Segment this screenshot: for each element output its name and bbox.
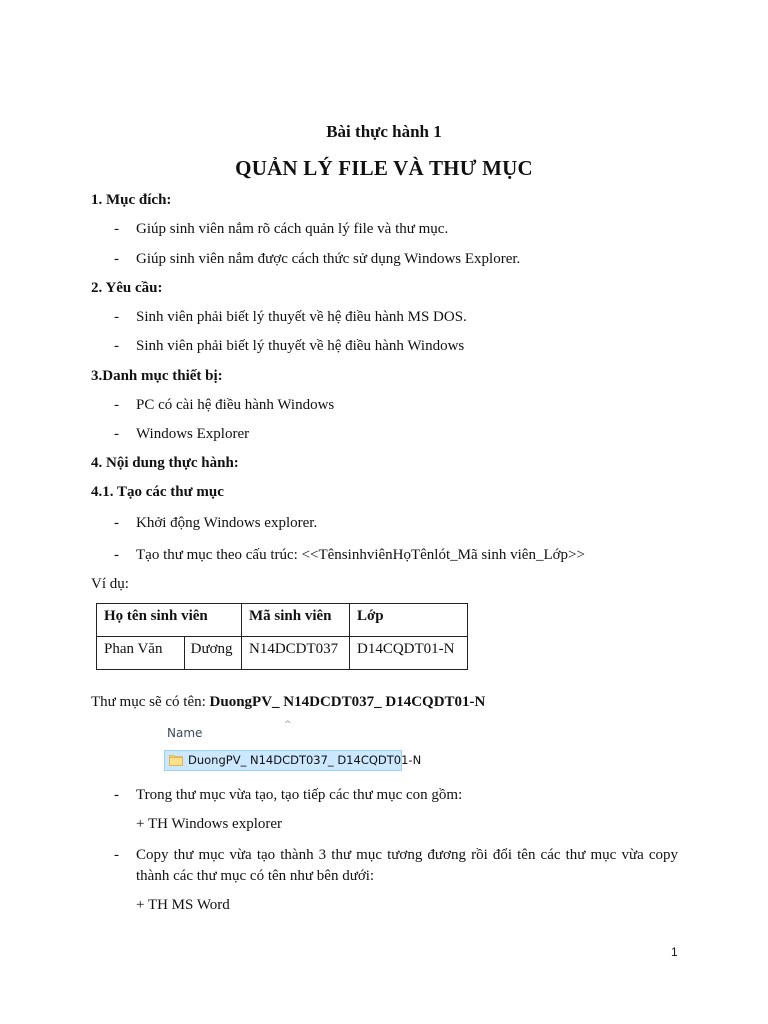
list-item: PC có cài hệ điều hành Windows — [136, 397, 335, 413]
folder-name-line — [91, 693, 485, 711]
table-cell: Phan Văn — [97, 637, 185, 670]
document-title: QUẢN LÝ FILE VÀ THƯ MỤC — [235, 156, 533, 180]
list-item: Copy thư mục vừa tạo thành 3 thư mục tương đương rồi đổi tên các thư mục vừa copy — [136, 847, 678, 863]
section-heading-noi-dung: 4. Nội dung thực hành: — [91, 455, 239, 471]
explorer-screenshot — [158, 718, 422, 778]
student-info-table — [96, 603, 468, 670]
page-number: 1 — [671, 945, 678, 959]
folder-icon — [169, 754, 183, 766]
explorer-folder-row[interactable] — [164, 750, 422, 771]
bullet-dash: - — [114, 847, 119, 863]
bullet-dash: - — [114, 221, 119, 237]
bullet-dash: - — [114, 397, 119, 413]
bullet-dash: - — [114, 515, 119, 531]
sub-heading-tao-thu-muc: 4.1. Tạo các thư mục — [91, 484, 224, 500]
list-item: Sinh viên phải biết lý thuyết về hệ điều hành MS DOS. — [136, 309, 467, 325]
table-cell: D14CQDT01-N — [350, 637, 468, 670]
bullet-dash: - — [114, 547, 119, 563]
section-heading-muc-dich: 1. Mục đích: — [91, 192, 172, 208]
explorer-folder-label: DuongPV_ N14DCDT037_ D14CQDT01-N — [188, 753, 422, 767]
table-cell: N14DCDT037 — [242, 637, 350, 670]
table-cell: Dương — [184, 637, 241, 670]
bullet-dash: - — [114, 338, 119, 354]
list-item: Tạo thư mục theo cấu trúc: <<TênsinhviênHọTênlót_Mã sinh viên_Lớp>> — [136, 547, 585, 563]
list-item: Khởi động Windows explorer. — [136, 515, 318, 531]
explorer-column-header-name[interactable]: Name — [167, 726, 203, 740]
bullet-dash: - — [114, 426, 119, 442]
sort-indicator-icon: ^ — [284, 720, 292, 730]
bullet-dash: - — [114, 251, 119, 267]
bullet-dash: - — [114, 787, 119, 803]
document-subtitle: Bài thực hành 1 — [326, 122, 442, 141]
list-item-continuation: thành các thư mục có tên như bên dưới: — [136, 868, 375, 884]
folder-name-value: DuongPV_ N14DCDT037_ D14CQDT01-N — [209, 694, 486, 710]
list-item: Sinh viên phải biết lý thuyết về hệ điều hành Windows — [136, 338, 465, 354]
section-heading-yeu-cau: 2. Yêu cầu: — [91, 280, 163, 296]
table-header-row — [97, 604, 468, 637]
list-item: Trong thư mục vừa tạo, tạo tiếp các thư mục con gồm: — [136, 787, 463, 803]
list-item: Windows Explorer — [136, 426, 250, 442]
bullet-dash: - — [114, 309, 119, 325]
section-heading-danh-muc: 3.Danh mục thiết bị: — [91, 368, 223, 384]
table-header-cell: Lớp — [350, 604, 468, 637]
table-header-cell: Mã sinh viên — [242, 604, 350, 637]
table-header-cell: Họ tên sinh viên — [97, 604, 242, 637]
table-row — [97, 637, 468, 670]
list-subitem: + TH MS Word — [136, 897, 230, 913]
list-item: Giúp sinh viên nắm được cách thức sử dụng Windows Explorer. — [136, 251, 521, 267]
example-label: Ví dụ: — [91, 576, 129, 592]
folder-name-prefix: Thư mục sẽ có tên: — [91, 694, 210, 710]
list-item: Giúp sinh viên nắm rõ cách quản lý file và thư mục. — [136, 221, 449, 237]
list-subitem: + TH Windows explorer — [136, 816, 283, 832]
